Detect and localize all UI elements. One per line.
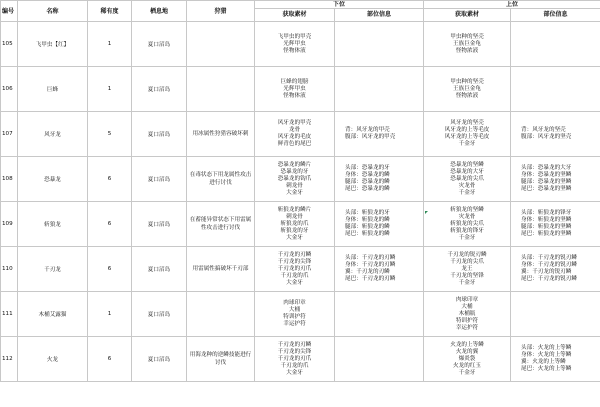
material-line: 火龙的红玉 [453, 362, 481, 369]
cell-rarity[interactable]: 1 [88, 67, 132, 112]
cell-rarity[interactable]: 6 [88, 337, 132, 382]
material-line: 光辉甲虫 [283, 85, 306, 92]
material-line: 特训护符 [455, 317, 479, 324]
part-line: 头部：斩狼龙的牙 [345, 210, 390, 216]
material-line: 甲虫种的坚壳 [450, 78, 484, 85]
material-line: 千刃龙的刃鳞 [277, 251, 312, 258]
cell-tips[interactable] [187, 22, 255, 67]
part-line: 身体：恐暴龙的坚鳞 [521, 172, 572, 178]
cell-name[interactable]: 木桶艾露猫 [18, 292, 88, 337]
material-line: 大桶 [461, 303, 473, 310]
part-line: 腿部：斩狼龙的鳞 [345, 224, 390, 230]
material-line: 王族巨金龟 [453, 40, 481, 47]
cell-rarity[interactable]: 1 [88, 292, 132, 337]
col-header-high-materials[interactable]: 获取素材 [424, 9, 511, 22]
material-line: 火龙的上等鳞 [450, 341, 484, 348]
cell-name[interactable]: 飞甲虫【红】 [18, 22, 88, 67]
material-line: 甲虫种的坚壳 [450, 33, 484, 40]
material-line: 风牙龙的上等毛皮 [444, 134, 490, 140]
cell-high-materials[interactable] [424, 247, 511, 292]
col-header-id[interactable]: 编号 [1, 1, 18, 22]
material-line: 肉球印章 [455, 296, 479, 303]
col-header-habitat[interactable]: 栖息地 [132, 1, 187, 22]
material-line: 光辉甲虫 [283, 40, 306, 47]
material-line: 千金牙 [458, 234, 476, 241]
cell-habitat[interactable]: 夏口沼岛 [132, 67, 187, 112]
material-line: 斩狼龙的锋牙 [450, 227, 484, 234]
part-line: 身体：千刃龙的锐刃鳞 [521, 262, 577, 268]
col-header-tips[interactable]: 狩猎 [187, 1, 255, 22]
material-line: 千金牙 [458, 369, 476, 376]
material-line: 怪物浓液 [455, 92, 479, 99]
part-line: 头部：火龙的上等鳞 [521, 345, 572, 351]
cell-habitat[interactable]: 夏口沼岛 [132, 292, 187, 337]
part-line: 身体：斩狼龙的鳞 [345, 217, 390, 223]
material-line: 千金牙 [458, 189, 476, 196]
material-line: 恐暴龙的鳞片 [277, 161, 312, 168]
cell-high-parts[interactable] [511, 247, 600, 292]
cell-tips[interactable] [187, 67, 255, 112]
material-line: 千刃龙的爪 [280, 272, 309, 279]
material-line: 木桶瓶 [458, 310, 476, 317]
material-line: 恐暴龙的钩爪 [277, 175, 312, 182]
part-line: 身体：恐暴龙的鳞 [345, 172, 390, 178]
cell-high-materials[interactable] [424, 67, 511, 112]
part-line: 头部：斩狼龙的锋牙 [521, 210, 572, 216]
table-row [1, 337, 600, 382]
part-line: 背：风牙龙的甲壳 [345, 127, 390, 133]
cell-rarity[interactable]: 5 [88, 112, 132, 157]
part-line: 身体：斩狼龙的坚鳞 [521, 217, 572, 223]
cell-low-materials[interactable] [255, 67, 335, 112]
cell-id[interactable]: 110 [1, 247, 18, 292]
cell-low-materials[interactable] [255, 247, 335, 292]
cell-name[interactable]: 恐暴龙 [18, 157, 88, 202]
cell-id[interactable]: 105 [1, 22, 18, 67]
material-line: 大金牙 [286, 279, 303, 286]
material-line: 千刃龙的爪 [280, 362, 309, 369]
table-row [1, 247, 600, 292]
cell-habitat[interactable]: 夏口沼岛 [132, 22, 187, 67]
material-line: 千刃龙的尖锋 [277, 348, 312, 355]
cell-high-materials[interactable] [424, 157, 511, 202]
part-line: 腹部：风牙龙的坚壳 [521, 134, 572, 140]
col-header-high-parts[interactable]: 部位信息 [511, 9, 600, 22]
material-line: 风牙龙的甲壳 [277, 120, 312, 126]
cell-rarity[interactable]: 6 [88, 202, 132, 247]
part-line: 尾巴：千刃龙的刃鳞 [345, 276, 396, 282]
material-line: 大金牙 [286, 369, 303, 376]
table-row [1, 157, 600, 202]
material-line: 灾龙骨 [458, 182, 476, 189]
cell-tips[interactable]: 在蓄能异常状态下用雷属性攻击进行讨伐 [187, 202, 255, 247]
part-line: 背：风牙龙的坚壳 [521, 127, 566, 133]
cell-high-parts[interactable] [511, 22, 600, 67]
cell-id[interactable]: 106 [1, 67, 18, 112]
material-line: 斩狼龙的鳞片 [277, 206, 312, 213]
material-line: 大桶 [288, 307, 301, 313]
cell-low-parts[interactable] [335, 22, 424, 67]
part-line: 腿部：恐暴龙的鳞 [345, 179, 390, 185]
cell-rarity[interactable]: 6 [88, 247, 132, 292]
cell-high-materials[interactable] [424, 292, 511, 337]
cell-low-materials[interactable] [255, 112, 335, 157]
material-line: 风牙龙的上等毛皮 [444, 127, 490, 133]
material-line: 千刃龙的尖爪 [450, 258, 484, 265]
cell-high-parts[interactable] [511, 202, 600, 247]
material-line: 千金牙 [458, 141, 476, 147]
part-line: 尾巴：恐暴龙的鳞 [345, 186, 390, 192]
cell-habitat[interactable]: 夏口沼岛 [132, 337, 187, 382]
cell-low-parts[interactable] [335, 157, 424, 202]
material-line: 肉球印章 [283, 300, 306, 306]
material-line: 怪物体液 [283, 47, 306, 54]
material-line: 斩狼龙的坚鳞 [450, 206, 484, 213]
cell-high-parts[interactable] [511, 67, 600, 112]
part-line: 尾巴：恐暴龙的坚鳞 [521, 186, 572, 192]
material-line: 飞甲虫的甲壳 [277, 33, 312, 40]
cell-name[interactable]: 巨蜂 [18, 67, 88, 112]
table-row [1, 112, 600, 157]
material-line: 特训护符 [283, 314, 306, 320]
cell-high-materials[interactable] [424, 202, 511, 247]
material-line: 恐暴龙的坚鳞 [450, 161, 484, 168]
cell-habitat[interactable]: 夏口沼岛 [132, 202, 187, 247]
part-line: 头部：千刃龙的锐刃鳞 [521, 255, 577, 261]
cell-habitat[interactable]: 夏口沼岛 [132, 112, 187, 157]
cell-tips[interactable]: 在毒状态下用龙属性攻击进行讨伐 [187, 157, 255, 202]
cell-high-parts[interactable] [511, 292, 600, 337]
material-line: 王族巨金龟 [453, 85, 481, 92]
cell-habitat[interactable]: 夏口沼岛 [132, 247, 187, 292]
col-header-low-rank[interactable]: 下位 [255, 1, 424, 9]
material-line: 千刃龙的刃爪 [277, 355, 312, 362]
material-line: 斩狼龙的尖爪 [450, 220, 484, 227]
material-line: 千刃龙的刃爪 [277, 265, 312, 272]
part-line: 头部：千刃龙的刃鳞 [345, 255, 396, 261]
cell-tips[interactable]: 用雷属性搞破坏千刃部 [187, 247, 255, 292]
cell-low-parts[interactable] [335, 337, 424, 382]
part-line: 头部：恐暴龙的牙 [345, 165, 390, 171]
cell-rarity[interactable]: 6 [88, 157, 132, 202]
part-line: 腿部：恐暴龙的坚鳞 [521, 179, 572, 185]
material-line: 千金牙 [458, 279, 476, 286]
cell-tips[interactable]: 用冰属性狩猎容破坏刺 [187, 112, 255, 157]
material-line: 风牙龙的毛皮 [277, 134, 312, 140]
material-line: 千刃龙的锐刃鳞 [447, 251, 487, 258]
cell-habitat[interactable]: 夏口沼岛 [132, 157, 187, 202]
col-header-name[interactable]: 名称 [18, 1, 88, 22]
col-header-rarity[interactable]: 稀有度 [88, 1, 132, 22]
cell-high-parts[interactable] [511, 157, 600, 202]
cell-tips[interactable]: 用海龙种的逆鳞技能进行讨伐 [187, 337, 255, 382]
cell-id[interactable]: 111 [1, 292, 18, 337]
material-line: 龙王 [461, 265, 473, 272]
material-line: 斩狼龙的牙 [280, 227, 309, 234]
material-line: 恐暴龙的牙 [280, 168, 309, 175]
material-line: 巨蜂的翅膀 [280, 78, 309, 85]
material-line: 幸运护符 [283, 321, 306, 327]
cell-name[interactable]: 千刃龙 [18, 247, 88, 292]
material-line: 恐暴龙的大牙 [450, 168, 484, 175]
part-line: 翼：千刃龙的刃鳞 [345, 269, 390, 275]
part-line: 翼：火龙的上等鳞 [521, 359, 566, 365]
col-header-low-parts[interactable]: 部位信息 [335, 9, 424, 22]
cell-high-materials[interactable] [424, 337, 511, 382]
table-row [1, 202, 600, 247]
material-line: 大金牙 [286, 189, 303, 196]
cell-rarity[interactable]: 1 [88, 22, 132, 67]
cell-tips[interactable] [187, 292, 255, 337]
part-line: 尾巴：斩狼龙的坚鳞 [521, 231, 572, 237]
material-line: 鲜青色的尾巴 [277, 141, 312, 147]
part-line: 身体：火龙的上等鳞 [521, 352, 572, 358]
part-line: 尾巴：千刃龙的锐刃鳞 [521, 276, 577, 282]
part-line: 尾巴：斩狼龙的鳞 [345, 231, 390, 237]
material-line: 千刃龙的刃鳞 [277, 341, 312, 348]
material-line: 千刃龙的坚锋 [450, 272, 484, 279]
cell-id[interactable]: 112 [1, 337, 18, 382]
cell-name[interactable]: 风牙龙 [18, 112, 88, 157]
material-line: 大金牙 [286, 234, 303, 241]
material-line: 火龙的翼 [455, 348, 479, 355]
cell-high-materials[interactable] [424, 22, 511, 67]
material-line: 龙骨 [288, 127, 301, 133]
material-line: 斩狼龙的爪 [280, 220, 309, 227]
col-header-low-materials[interactable]: 获取素材 [255, 9, 335, 22]
cell-low-materials[interactable] [255, 202, 335, 247]
part-line: 翼：千刃龙的锐刃鳞 [521, 269, 572, 275]
part-line: 腹部：风牙龙的甲壳 [345, 134, 396, 140]
table-row [1, 292, 600, 337]
material-line: 怪物体液 [283, 92, 306, 99]
cell-low-parts[interactable] [335, 202, 424, 247]
cell-high-parts[interactable] [511, 337, 600, 382]
cell-id[interactable]: 107 [1, 112, 18, 157]
cell-low-parts[interactable] [335, 112, 424, 157]
table-row [1, 67, 600, 112]
material-line: 恐暴龙的尖爪 [450, 175, 484, 182]
cell-high-parts[interactable] [511, 112, 600, 157]
cell-low-parts[interactable] [335, 247, 424, 292]
cell-id[interactable]: 109 [1, 202, 18, 247]
table-row [1, 22, 600, 67]
part-line: 头部：恐暴龙的大牙 [521, 165, 572, 171]
cell-low-materials[interactable] [255, 337, 335, 382]
material-line: 幸运护符 [455, 324, 479, 331]
cell-low-parts[interactable] [335, 67, 424, 112]
material-line: 千刃龙的尖锋 [277, 258, 312, 265]
cell-name[interactable]: 火龙 [18, 337, 88, 382]
material-line: 爆炎袋 [458, 355, 476, 362]
part-line: 身体：千刃龙的刃鳞 [345, 262, 396, 268]
cell-low-materials[interactable] [255, 157, 335, 202]
cell-low-materials[interactable] [255, 292, 335, 337]
cell-id[interactable]: 108 [1, 157, 18, 202]
cell-comment-marker [425, 211, 428, 214]
material-line: 刺龙骨 [286, 182, 303, 189]
part-line: 腿部：斩狼龙的坚鳞 [521, 224, 572, 230]
material-line: 刺龙骨 [286, 213, 303, 220]
cell-low-materials[interactable] [255, 22, 335, 67]
cell-high-materials[interactable] [424, 112, 511, 157]
header-row-top [1, 1, 600, 9]
col-header-high-rank[interactable]: 上位 [424, 1, 600, 9]
part-line: 尾巴：火龙的上等鳞 [521, 366, 572, 372]
material-line: 风牙龙的坚壳 [450, 120, 484, 126]
cell-low-parts[interactable] [335, 292, 424, 337]
cell-name[interactable]: 斩狼龙 [18, 202, 88, 247]
material-line: 怪物浓液 [455, 47, 479, 54]
material-line: 灾龙骨 [458, 213, 476, 220]
